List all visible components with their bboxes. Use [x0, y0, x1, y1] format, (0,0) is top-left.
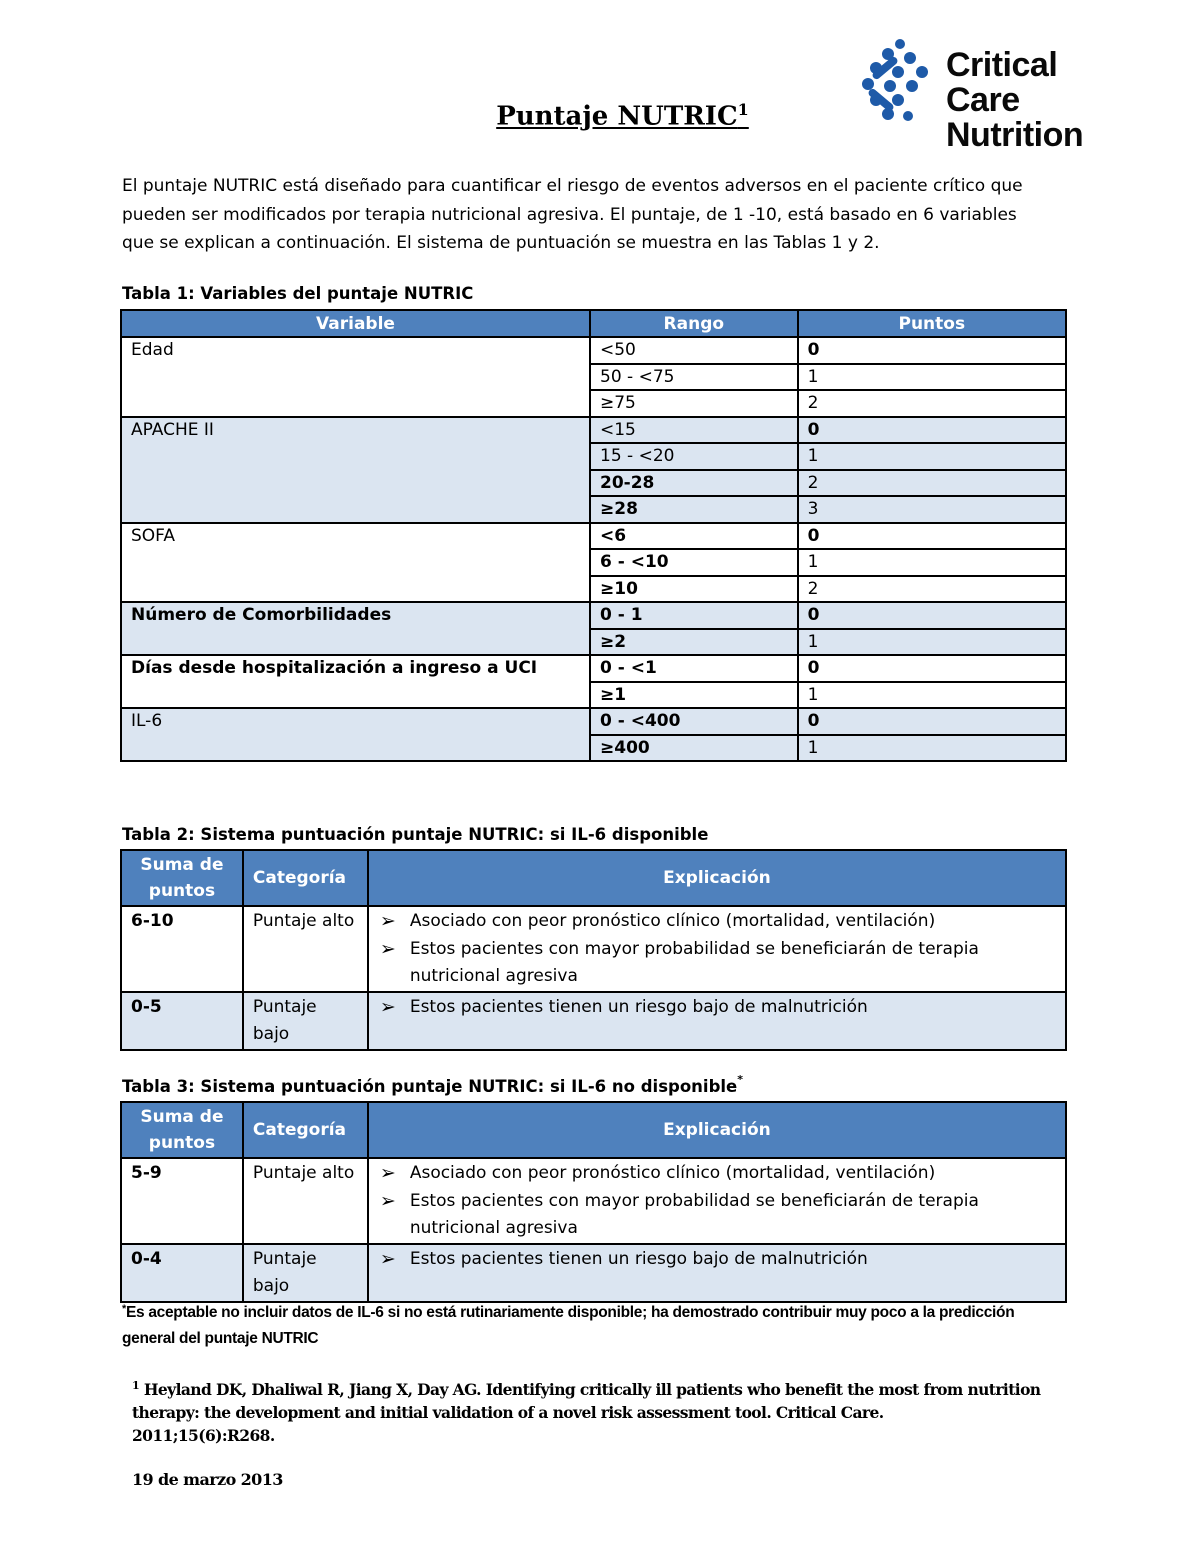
table2-caption: Tabla 2: Sistema puntuación puntaje NUTRIC: si IL-6 disponible [122, 825, 709, 844]
table3-caption-asterisk: * [737, 1073, 743, 1086]
table-row [121, 1158, 1066, 1244]
explanation-cell [368, 1158, 1066, 1244]
explanation-list [378, 908, 1056, 991]
points-cell: 1 [798, 364, 1066, 391]
table-row [121, 523, 1066, 550]
range-cell: ≥75 [590, 390, 798, 417]
table-row [121, 602, 1066, 629]
table-row [121, 992, 1066, 1050]
variable-cell: IL-6 [121, 708, 590, 761]
reference-citation: Heyland DK, Dhaliwal R, Jiang X, Day AG. Identifying critically ill patients who benefit the most from nutrition therapy: the development and initial validation of a novel risk assessment tool. Critical Care. [132, 1380, 1041, 1423]
table-row [121, 1244, 1066, 1302]
title-superscript: 1 [737, 100, 749, 119]
explanation-list [378, 994, 1056, 1022]
points-cell: 1 [798, 443, 1066, 470]
explanation-list [378, 1246, 1056, 1274]
page-title [0, 100, 1200, 132]
points-cell: 3 [798, 496, 1066, 523]
table3-caption-text: Tabla 3: Sistema puntuación puntaje NUTRIC: si IL-6 no disponible [122, 1077, 738, 1096]
points-cell: 0 [798, 523, 1066, 550]
points-cell: 0 [798, 655, 1066, 682]
points-cell: 0 [798, 602, 1066, 629]
table-row [121, 708, 1066, 735]
points-cell: 1 [798, 682, 1066, 709]
explanation-list [378, 1160, 1056, 1243]
table1-header-variable: Variable [121, 310, 590, 337]
range-cell: ≥1 [590, 682, 798, 709]
points-cell: 1 [798, 629, 1066, 656]
list-item: ➢ Estos pacientes tienen un riesgo bajo de malnutrición [378, 994, 1056, 1022]
table-row [121, 337, 1066, 364]
table-row [121, 655, 1066, 682]
category-cell: Puntaje bajo [243, 992, 368, 1050]
table2-scoring-il6 [120, 849, 1067, 1051]
points-cell: 0 [798, 708, 1066, 735]
points-cell: 2 [798, 470, 1066, 497]
list-item: ➢ Estos pacientes tienen un riesgo bajo de malnutrición [378, 1246, 1056, 1274]
list-item: ➢ Asociado con peor pronóstico clínico (mortalidad, ventilación) [378, 908, 1056, 936]
table1-header-rango: Rango [590, 310, 798, 337]
range-cell: 15 - <20 [590, 443, 798, 470]
variable-cell: Edad [121, 337, 590, 417]
title-text: Puntaje NUTRIC [496, 101, 738, 132]
table3-caption [122, 1073, 743, 1096]
footnote-asterisk: * [122, 1303, 126, 1315]
reference-line2: 2011;15(6):R268. [132, 1426, 275, 1446]
table-row [121, 417, 1066, 444]
points-cell: 2 [798, 576, 1066, 603]
table3-header-row [121, 1102, 1066, 1158]
explanation-cell [368, 906, 1066, 992]
reference [132, 1374, 1072, 1447]
range-cell: <15 [590, 417, 798, 444]
range-cell: <6 [590, 523, 798, 550]
points-cell: 2 [798, 390, 1066, 417]
range-cell: <50 [590, 337, 798, 364]
points-cell: 0 [798, 417, 1066, 444]
range-cell: ≥10 [590, 576, 798, 603]
table2-header-row [121, 850, 1066, 906]
intro-paragraph: El puntaje NUTRIC está diseñado para cuantificar el riesgo de eventos adversos en el paciente crítico que pueden ser modificados por terapia nutricional agresiva. El puntaje, de 1 -10, está basado en 6 variables que se explican a continuación. El sistema de puntuación se muestra en las Tablas 1 y 2. [122, 176, 1023, 253]
sum-cell: 0-4 [121, 1244, 243, 1302]
table1-caption: Tabla 1: Variables del puntaje NUTRIC [122, 284, 474, 303]
points-cell: 1 [798, 549, 1066, 576]
table3-scoring-no-il6 [120, 1101, 1067, 1303]
range-cell: 0 - <1 [590, 655, 798, 682]
reference-mark: 1 [132, 1379, 140, 1392]
sum-cell: 0-5 [121, 992, 243, 1050]
table-row [121, 906, 1066, 992]
table2-header-explanation: Explicación [368, 850, 1066, 906]
range-cell: ≥400 [590, 735, 798, 762]
category-cell: Puntaje bajo [243, 1244, 368, 1302]
table1-header-puntos: Puntos [798, 310, 1066, 337]
list-item: ➢ Estos pacientes con mayor probabilidad se beneficiarán de terapia nutricional agresiva [378, 936, 1056, 991]
logo-line2: Nutrition [946, 116, 1084, 154]
range-cell: ≥28 [590, 496, 798, 523]
list-item: ➢ Estos pacientes con mayor probabilidad se beneficiarán de terapia nutricional agresiva [378, 1188, 1056, 1243]
range-cell: 20-28 [590, 470, 798, 497]
table3-header-explanation: Explicación [368, 1102, 1066, 1158]
list-item: ➢ Asociado con peor pronóstico clínico (mortalidad, ventilación) [378, 1160, 1056, 1188]
range-cell: 6 - <10 [590, 549, 798, 576]
table3-header-sum: Suma de puntos [121, 1102, 243, 1158]
table1-variables [120, 309, 1067, 762]
points-cell: 1 [798, 735, 1066, 762]
variable-cell: SOFA [121, 523, 590, 603]
range-cell: 50 - <75 [590, 364, 798, 391]
footnote-text: Es aceptable no incluir datos de IL-6 si no está rutinariamente disponible; ha demostrado contribuir muy poco a la predicción general del puntaje NUTRIC [122, 1304, 1015, 1347]
document-date: 19 de marzo 2013 [132, 1470, 283, 1489]
footnote [122, 1300, 1062, 1352]
table1-header-row [121, 310, 1066, 337]
explanation-cell [368, 1244, 1066, 1302]
range-cell: 0 - <400 [590, 708, 798, 735]
category-cell: Puntaje alto [243, 906, 368, 992]
range-cell: 0 - 1 [590, 602, 798, 629]
table2-header-sum: Suma de puntos [121, 850, 243, 906]
variable-cell: Número de Comorbilidades [121, 602, 590, 655]
points-cell: 0 [798, 337, 1066, 364]
sum-cell: 6-10 [121, 906, 243, 992]
explanation-cell [368, 992, 1066, 1050]
table3-header-category: Categoría [243, 1102, 368, 1158]
logo-line1: Critical Care [946, 46, 1058, 119]
range-cell: ≥2 [590, 629, 798, 656]
reference-line1 [132, 1374, 1072, 1424]
variable-cell: Días desde hospitalización a ingreso a UCI [121, 655, 590, 708]
variable-cell: APACHE II [121, 417, 590, 523]
table2-header-category: Categoría [243, 850, 368, 906]
sum-cell: 5-9 [121, 1158, 243, 1244]
category-cell: Puntaje alto [243, 1158, 368, 1244]
